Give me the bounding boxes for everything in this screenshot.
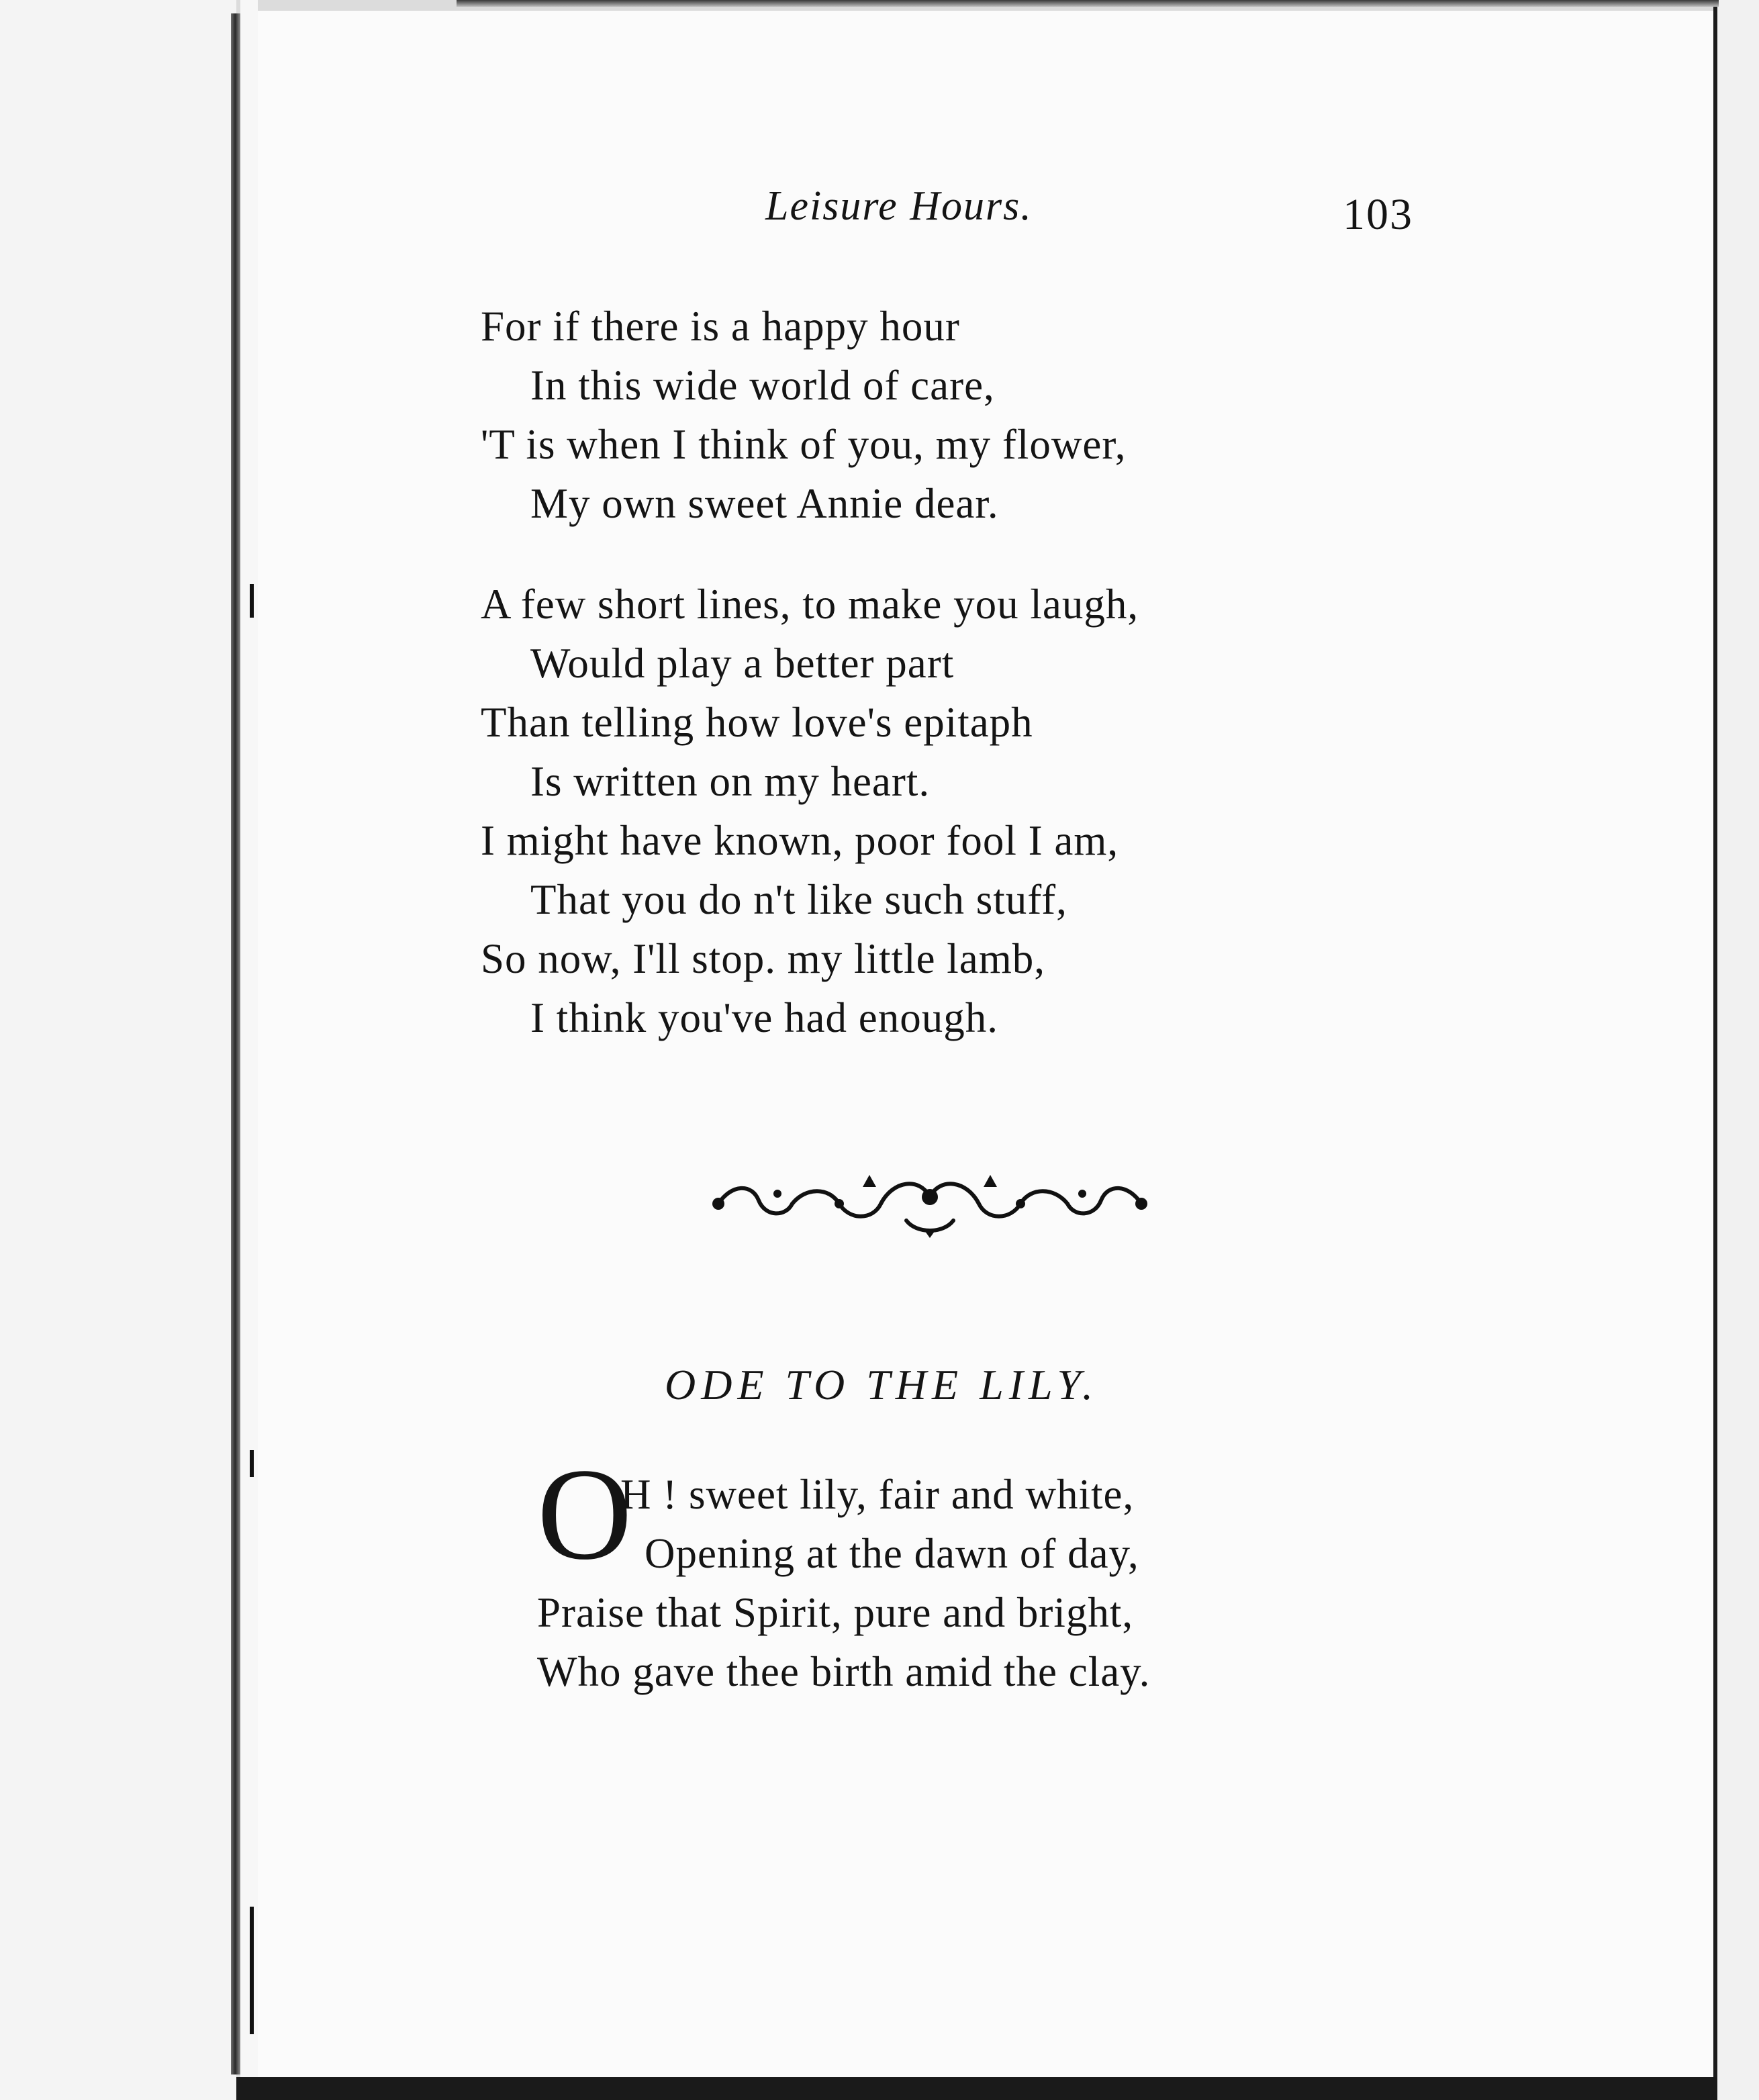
verse-line: So now, I'll stop. my little lamb, (481, 935, 1046, 982)
verse-line: I think you've had enough. (530, 994, 998, 1041)
poem-title: ODE TO THE LILY. (665, 1361, 1099, 1409)
right-page (258, 11, 1713, 2077)
binding-mark (250, 584, 254, 618)
floral-scroll-ornament-icon (705, 1167, 1155, 1241)
bottom-scan-edge (236, 2077, 1717, 2100)
verse-line: That you do n't like such stuff, (530, 876, 1067, 923)
running-head: Leisure Hours. (765, 183, 1033, 229)
left-page-edge (231, 13, 240, 2074)
drop-cap: O (537, 1441, 632, 1587)
verse-line: For if there is a happy hour (481, 303, 960, 350)
scan-margin (1717, 0, 1759, 2100)
verse-line: A few short lines, to make you laugh, (481, 581, 1139, 628)
verse-line: My own sweet Annie dear. (530, 480, 999, 527)
book-gutter (240, 0, 258, 2100)
top-scan-edge (457, 0, 1719, 7)
binding-mark (250, 1907, 254, 2034)
binding-mark (250, 1450, 254, 1477)
verse-line: 'T is when I think of you, my flower, (481, 421, 1127, 468)
verse-line: H ! sweet lily, fair and white, (620, 1471, 1135, 1518)
verse-line: Opening at the dawn of day, (645, 1530, 1139, 1577)
verse-line: I might have known, poor fool I am, (481, 817, 1119, 864)
page-number: 103 (1343, 190, 1413, 239)
left-page (0, 0, 236, 2100)
verse-line: Is written on my heart. (530, 758, 931, 805)
verse-line: Who gave thee birth amid the clay. (537, 1648, 1151, 1695)
verse-line: In this wide world of care, (530, 362, 995, 409)
verse-line: Praise that Spirit, pure and bright, (537, 1589, 1134, 1636)
verse-line: Than telling how love's epitaph (481, 699, 1033, 746)
verse-line: Would play a better part (530, 640, 955, 687)
